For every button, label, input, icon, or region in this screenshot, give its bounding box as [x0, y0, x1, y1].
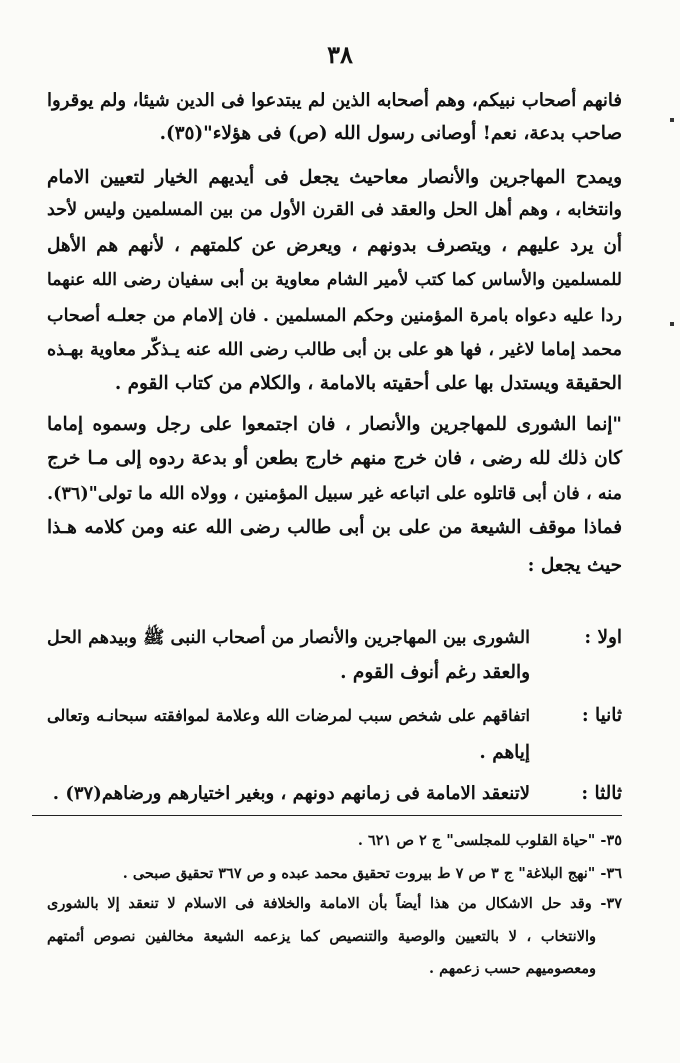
point-label: ثالثا : — [581, 783, 622, 804]
point-text: لاتنعقد الامامة فى زمانهم دونهم ، وبغير اختيارهم ورضاهم(٣٧) . — [52, 783, 530, 804]
quote-line: منه ، فان أبى قاتلوه على اتباعه غير سبيل المؤمنين ، وولاه الله ما تولى"(٣٦). — [47, 483, 622, 504]
point-text: الشورى بين المهاجرين والأنصار من أصحاب النبى ﷺ وبيدهم الحل — [47, 627, 530, 648]
text-line: أن يرد عليهم ، ويتصرف بدونهم ، ويعرض عن كلمتهم ، لأنهم هم الأهل — [47, 235, 622, 256]
quote-line: "إنما الشورى للمهاجرين والأنصار ، فان اجتمعوا على رجل وسموه إماما — [47, 414, 622, 435]
text-line: صاحب بدعة، نعم! أوصانى رسول الله (ص) فى هؤلاء"(٣٥). — [159, 123, 622, 144]
text-line: محمد إماما لاغير ، فها هو على بن أبى طالب رضى الله عنه يـذكّر معاوية بهـذه — [47, 339, 622, 360]
text-line: فانهم أصحاب نبيكم، وهم أصحابه الذين لم يبتدعوا فى الدين شيئا، ولم يوقروا — [47, 90, 622, 111]
quote-line: كان ذلك لله رضى ، فان خرج منهم خارج بطعن أو بدعة ردوه إلى مـا خرج — [47, 448, 622, 469]
footnote: ٣٦- "نهج البلاغة" ج ٣ ص ٧ ط بيروت تحقيق محمد عبده و ص ٣٦٧ تحقيق صبحى . — [122, 865, 622, 882]
footnote: ٣٥- "حياة القلوب للمجلسى" ج ٢ ص ٦٢١ . — [357, 832, 622, 849]
text-line: للمسلمين والأساس كما كتب لأمير الشام معاوية بن أبى سفيان رضى الله عنهما — [47, 270, 622, 290]
point-label: اولا : — [584, 627, 622, 648]
page-number: ٣٨ — [327, 40, 353, 69]
text-line: حيث يجعل : — [527, 555, 622, 576]
margin-speck — [670, 322, 674, 326]
margin-speck — [670, 118, 674, 122]
text-line: فماذا موقف الشيعة من على بن أبى طالب رضى الله عنه ومن كلامه هـذا — [47, 517, 622, 538]
text-line: ويمدح المهاجرين والأنصار معاحيث يجعل فى أيديهم الخيار لتعيين الامام — [47, 167, 622, 188]
footnote: ٣٧- وقد حل الاشكال من هذا أيضاً بأن الامامة والخلافة فى الاسلام لا تنعقد إلا بالشورى — [47, 895, 622, 912]
text-line: وانتخابه ، وهم أهل الحل والعقد فى القرن الأول من بين المسلمين وليس لأحد — [47, 199, 622, 220]
point-text: إياهم . — [479, 742, 530, 763]
point-text: والعقد رغم أنوف القوم . — [340, 662, 530, 683]
footnote-continuation: ومعصوميهم حسب زعمهم . — [428, 960, 596, 977]
point-text: اتفاقهم على شخص سبب لمرضات الله وعلامة لموافقته سبحانـه وتعالى — [47, 706, 530, 725]
footnote-continuation: والانتخاب ، لا بالتعيين والوصية والتنصيص كما يزعمه الشيعة مخالفين نصوص أئمتهم — [47, 928, 596, 945]
point-label: ثانيا : — [581, 705, 622, 726]
footnote-divider — [32, 815, 622, 816]
text-line: الحقيقة ويستدل بها على أحقيته بالامامة ، والكلام من كتاب القوم . — [114, 373, 622, 394]
text-line: ردا عليه دعواه بامرة المؤمنين وحكم المسلمين . فان إلامام من جعلـه أصحاب — [47, 305, 622, 326]
